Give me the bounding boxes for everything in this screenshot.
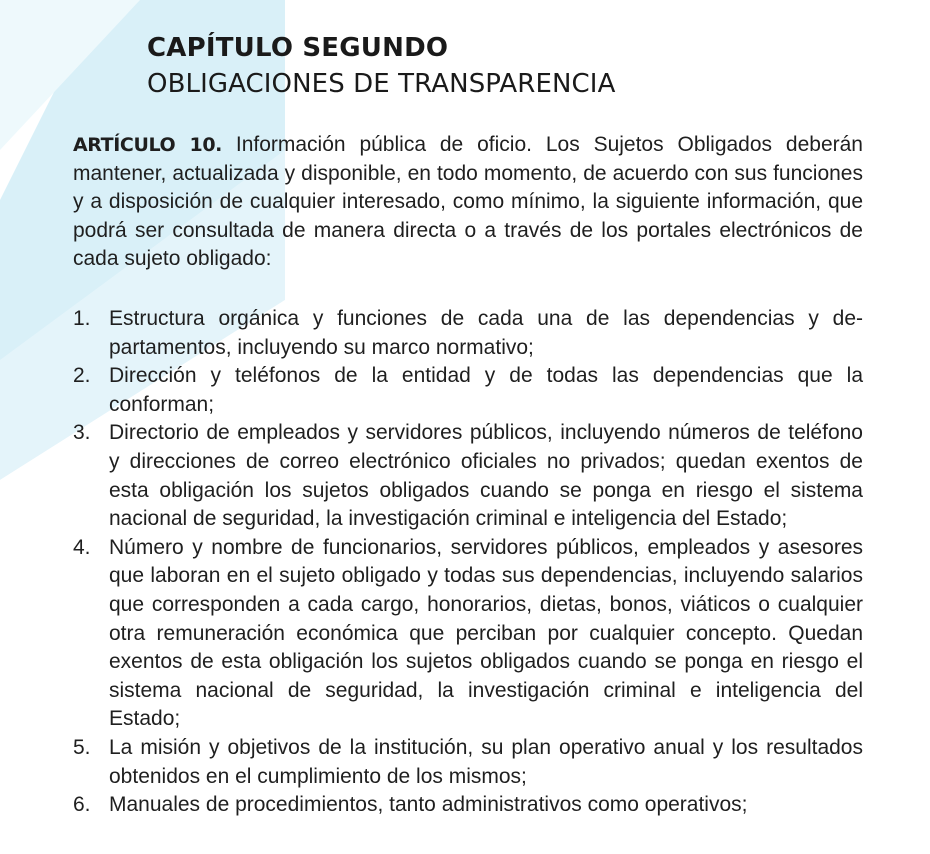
article-text: Información pública de oficio. Los Sujetos Obligados deberán mantener, actualizada y disponible, en todo momento, de acuerdo con sus funciones y a disposición de cualquier interesado, como mínimo, la siguiente información, que podrá ser consultada de manera directa o a través de los portales electrónicos de cada sujeto obligado: (73, 133, 863, 271)
list-item (73, 419, 863, 533)
chapter-subtitle: OBLIGACIONES DE TRANSPARENCIA (147, 69, 616, 99)
obligations-list (73, 305, 863, 820)
item-number: 3. (73, 421, 91, 445)
list-item (73, 791, 863, 820)
item-text: Directorio de empleados y servidores públicos, incluyendo números de teléfono y direcciones de correo electrónico oficiales no privados; quedan exentos de esta obligación los sujetos obligados cuando se ponga en riesgo el sistema nacional de seguridad, la investigación criminal e inteligencia del Estado; (109, 421, 863, 531)
article-paragraph (73, 131, 863, 274)
list-item (73, 734, 863, 791)
item-text: Estructura orgánica y funciones de cada una de las dependencias y departamentos, incluyendo su marco normativo; (109, 307, 863, 359)
item-text: Número y nombre de funcionarios, servidores públicos, empleados y asesores que laboran en el sujeto obligado y todas sus dependencias, incluyendo salarios que corresponden a cada cargo, honorarios, dietas, bonos, viáticos o cualquier otra remuneración económica que perciban por cualquier concepto. Quedan exentos de esta obligación los sujetos obligados cuando se ponga en riesgo el sistema nacional de seguridad, la investigación criminal e inteligencia del Estado; (109, 535, 863, 731)
item-text: Dirección y teléfonos de la entidad y de todas las dependencias que la conforman; (109, 364, 863, 416)
list-item (73, 362, 863, 419)
item-text: Manuales de procedimientos, tanto administrativos como operativos; (109, 793, 748, 817)
item-text: La misión y objetivos de la institución, su plan operativo anual y los resultados obtenidos en el cumplimiento de los mismos; (109, 735, 863, 788)
list-item (73, 534, 863, 734)
list-item (73, 305, 863, 362)
item-number: 4. (73, 535, 91, 559)
item-number: 1. (73, 307, 91, 330)
item-number: 5. (73, 735, 91, 759)
article-label: ARTÍCULO 10. (73, 134, 222, 156)
item-number: 2. (73, 364, 91, 388)
chapter-title: CAPÍTULO SEGUNDO (147, 33, 449, 63)
item-number: 6. (73, 793, 91, 817)
